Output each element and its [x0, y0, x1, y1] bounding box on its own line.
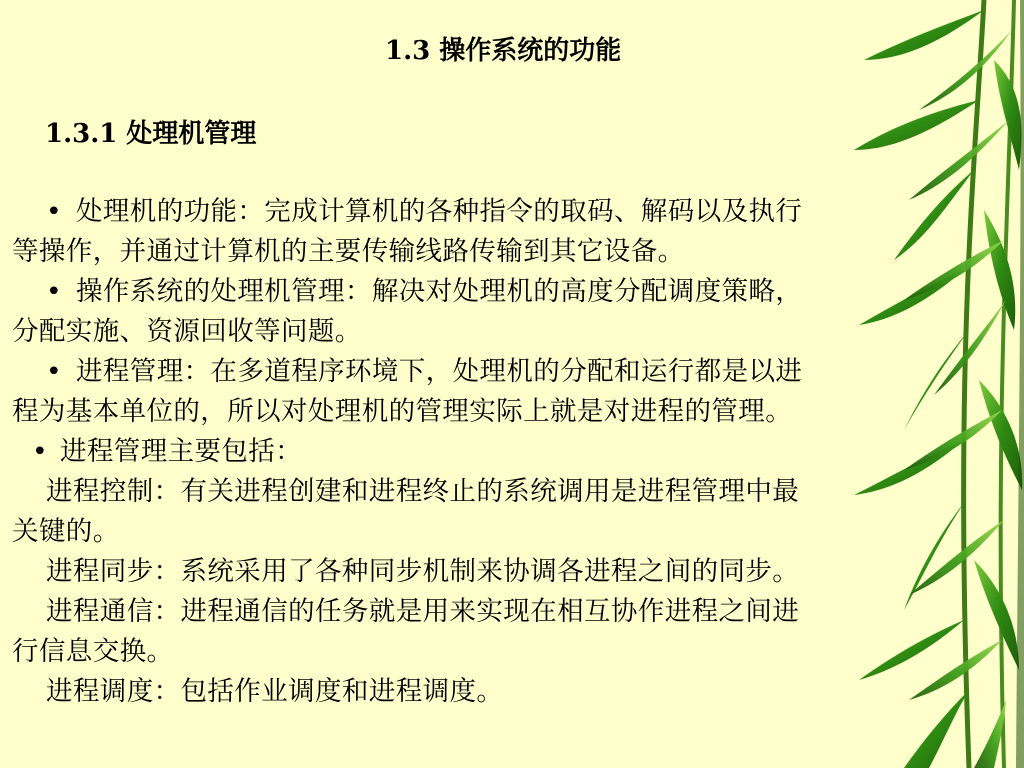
bullet: • [46, 356, 63, 387]
text-line: 进程通信：进程通信的任务就是用来实现在相互协作进程之间进 [46, 596, 800, 627]
text-line: 进程管理：在多道程序环境下，处理机的分配和运行都是以进 [76, 356, 803, 387]
list-item [12, 272, 1024, 312]
list-item [12, 552, 1024, 592]
text-line: 程为基本单位的，所以对处理机的管理实际上就是对进程的管理。 [12, 396, 793, 427]
list-item-continuation [12, 312, 1024, 352]
text-line: 进程管理主要包括： [60, 436, 303, 467]
slide-body [12, 192, 1024, 712]
text-line: 进程同步：系统采用了各种同步机制来协调各进程之间的同步。 [46, 556, 800, 587]
bullet: • [46, 276, 63, 307]
section-heading: 1.3.1 处理机管理 [45, 119, 257, 149]
text-line: 行信息交换。 [12, 636, 174, 667]
bullet: • [46, 196, 63, 227]
list-item [12, 432, 1024, 472]
list-item [12, 352, 1024, 392]
list-item-continuation [12, 512, 1024, 552]
text-line: 处理机的功能：完成计算机的各种指令的取码、解码以及执行 [76, 196, 803, 227]
list-item [12, 472, 1024, 512]
list-item [12, 592, 1024, 632]
text-line: 进程控制：有关进程创建和进程终止的系统调用是进程管理中最 [46, 476, 800, 507]
text-line: 进程调度：包括作业调度和进程调度。 [46, 676, 504, 707]
list-item-continuation [12, 632, 1024, 672]
slide-title: 1.3 操作系统的功能 [385, 36, 622, 66]
bullet: • [32, 436, 49, 467]
text-line: 分配实施、资源回收等问题。 [12, 316, 362, 347]
text-line: 操作系统的处理机管理：解决对处理机的高度分配调度策略， [76, 276, 803, 307]
list-item-continuation [12, 232, 1024, 272]
text-line: 等操作，并通过计算机的主要传输线路传输到其它设备。 [12, 236, 685, 267]
list-item-continuation [12, 392, 1024, 432]
text-line: 关键的。 [12, 516, 120, 547]
list-item [12, 192, 1024, 232]
list-item [12, 672, 1024, 712]
